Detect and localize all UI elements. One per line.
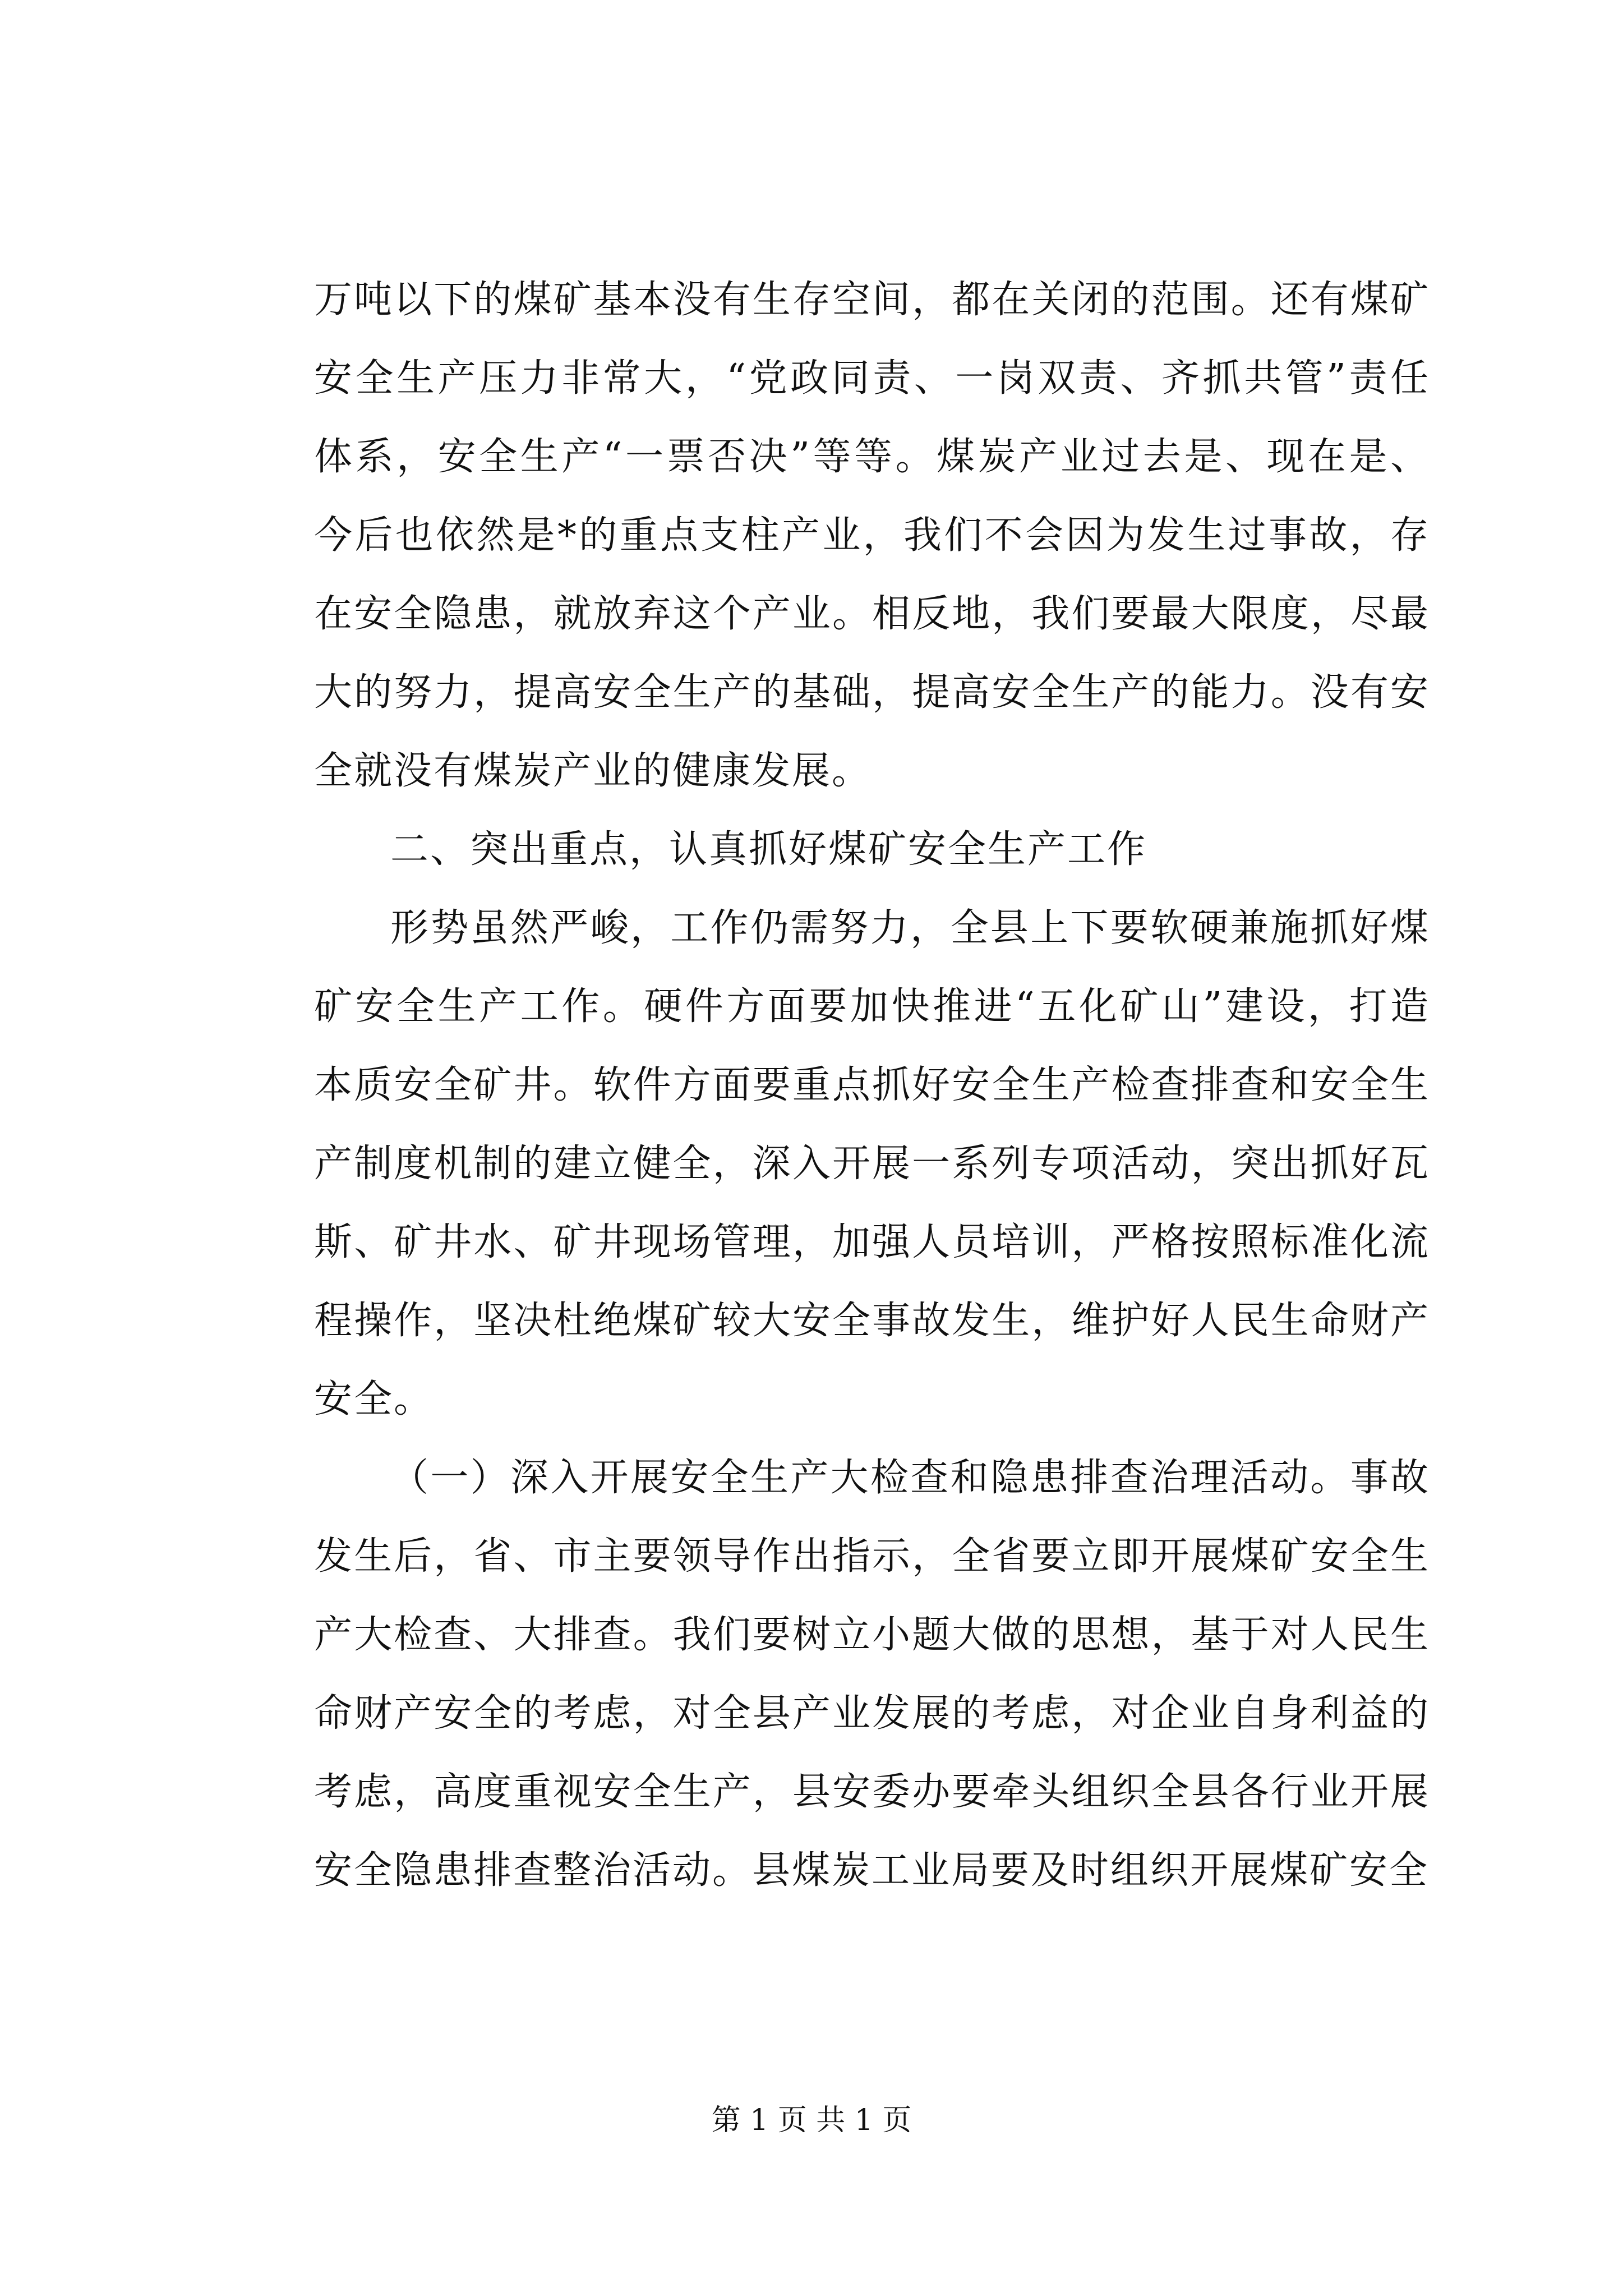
paragraph-3: （一）深入开展安全生产大检查和隐患排查治理活动。事故发生后，省、市主要领导作出指示，全省要立即开展煤矿安全生产大检查、大排查。我们要树立小题大做的思想，基于对人民生命财产安全的考虑，对全县产业发展的考虑，对企业自身利益的考虑，高度重视安全生产，县安委办要牵头组织全县各行业开展安全隐患排查整治活动。县煤炭工业局要及时组织开展煤矿安全 xyxy=(314,1456,1430,1893)
section-heading: 二、突出重点，认真抓好煤矿安全生产工作 xyxy=(390,827,1147,872)
paragraph-2: 形势虽然严峻，工作仍需努力，全县上下要软硬兼施抓好煤矿安全生产工作。硬件方面要加快推进“五化矿山”建设，打造本质安全矿井。软件方面要重点抓好安全生产检查排查和安全生产制度机制的建立健全，深入开展一系列专项活动，突出抓好瓦斯、矿井水、矿井现场管理，加强人员培训，严格按照标准化流程操作，坚决杜绝煤矿较大安全事故发生，维护好人民生命财产安全。 xyxy=(314,906,1430,1421)
page-footer: 第 1 页 共 1 页 xyxy=(711,2104,912,2137)
paragraph-1: 万吨以下的煤矿基本没有生存空间，都在关闭的范围。还有煤矿安全生产压力非常大，“党政同责、一岗双责、齐抓共管”责任体系，安全生产“一票否决”等等。煤炭产业过去是、现在是、今后也依然是*的重点支柱产业，我们不会因为发生过事故，存在安全隐患，就放弃这个产业。相反地，我们要最大限度，尽最大的努力，提高安全生产的基础，提高安全生产的能力。没有安全就没有煤炭产业的健康发展。 xyxy=(314,278,1430,793)
document-body xyxy=(314,261,1430,1910)
